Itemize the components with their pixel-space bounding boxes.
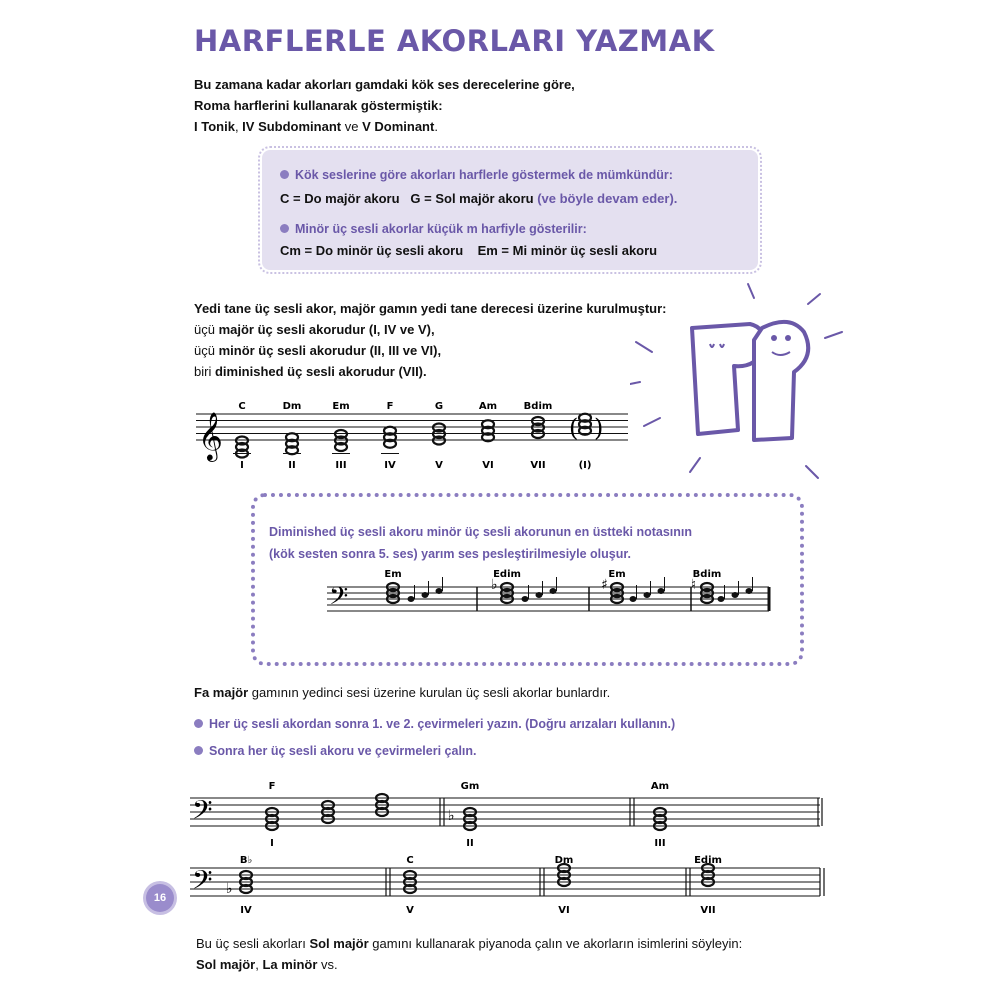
chord-symbol-label: F <box>268 781 276 792</box>
staff-diminished-examples <box>327 565 777 635</box>
treble-clef-icon: 𝄞 <box>198 411 223 460</box>
parenthesis-close: ) <box>594 414 604 442</box>
instruction-item: Her üç sesli akordan sonra 1. ve 2. çevirmeleri yazın. (Doğru arızaları kullanın.) <box>194 717 675 731</box>
seven-line-4: biri diminished üç sesli akorudur (VII). <box>194 364 427 379</box>
roman-numeral-label: IV <box>240 905 252 916</box>
info-box-letters <box>262 150 758 270</box>
melody-note <box>644 592 651 598</box>
melody-note <box>732 592 739 598</box>
parenthesis-open: ( <box>569 414 579 442</box>
roman-numeral-label: I <box>240 460 244 471</box>
roman-numeral-label: IV <box>384 460 396 471</box>
flat-accidental-icon: ♭ <box>226 880 233 896</box>
bass-clef-icon: 𝄢 <box>192 794 213 832</box>
instruction-item: Sonra her üç sesli akoru ve çevirmeleri çalın. <box>194 744 477 758</box>
accidental-icon: ♮ <box>691 577 697 593</box>
chord-symbol-label: Dm <box>282 401 302 412</box>
diminished-term: Diminished üç sesli akoru <box>269 525 424 539</box>
roman-numeral-label: I <box>270 838 274 849</box>
intro-line-1: Bu zamana kadar akorları gamdaki kök ses derecelerine göre, <box>194 77 575 92</box>
flat-accidental-icon: ♭ <box>448 807 455 823</box>
bullet-dot-icon <box>194 719 203 728</box>
chord-symbol-label: Edim <box>694 855 722 866</box>
bullet-item: Kök seslerine göre akorları harflerle göstermek de mümkündür: <box>280 168 673 182</box>
melody-note <box>630 596 637 602</box>
bullet-dot-icon <box>280 224 289 233</box>
example-line: Cm = Do minör üç sesli akoru Em = Mi minör üç sesli akoru <box>280 243 658 258</box>
outro-paragraph: Bu üç sesli akorları Sol majör gamını kullanarak piyanoda çalın ve akorların isimlerini söyleyin: Sol majör, La minör vs. <box>196 936 743 972</box>
roman-numeral-label: III <box>335 460 347 471</box>
chord-symbol-label: Gm <box>460 781 480 792</box>
chord-symbol-label: Am <box>478 401 498 412</box>
melody-note <box>522 596 529 602</box>
accidental-icon: ♯ <box>601 577 608 593</box>
melody-note <box>436 588 443 594</box>
roman-numeral-label: V <box>435 460 443 471</box>
chord-symbol-label: Edim <box>493 569 521 580</box>
roman-numeral-label: III <box>654 838 666 849</box>
fa-major-paragraph: Fa majör gamının yedinci sesi üzerine kurulan üç sesli akorlar bunlardır. <box>194 685 611 700</box>
melody-note <box>658 588 665 594</box>
chord-symbol-label: Em <box>384 569 402 580</box>
page-title: HARFLERLE AKORLARI YAZMAK <box>194 24 715 58</box>
chord-symbol-label: G <box>434 401 444 412</box>
chord-symbol-label: Dm <box>554 855 574 866</box>
chord-symbol-label: Em <box>608 569 626 580</box>
bass-clef-icon: 𝄢 <box>329 582 349 617</box>
intro-paragraph <box>194 74 575 137</box>
roman-numeral-label: VII <box>530 460 546 471</box>
melody-note <box>408 596 415 602</box>
roman-numeral-label: II <box>288 460 296 471</box>
melody-note <box>550 588 557 594</box>
roman-numeral-label: II <box>466 838 474 849</box>
dominant-term: V Dominant <box>362 119 435 134</box>
info-box-diminished <box>251 493 804 666</box>
subdominant-term: IV Subdominant <box>242 119 342 134</box>
melody-note <box>536 592 543 598</box>
roman-numeral-label: VII <box>700 905 716 916</box>
seven-line-1: Yedi tane üç sesli akor, majör gamın yedi tane derecesi üzerine kurulmuştur: <box>194 301 667 316</box>
seven-line-2: üçü majör üç sesli akorudur (I, IV ve V), <box>194 322 435 337</box>
bullet-dot-icon <box>194 746 203 755</box>
chord-symbol-label: B♭ <box>239 855 253 866</box>
chord-symbol-label: Em <box>332 401 350 412</box>
chord-symbol-label: Bdim <box>523 401 553 412</box>
melody-note <box>718 596 725 602</box>
cartoon-character-illustration <box>630 280 860 480</box>
seven-line-3: üçü minör üç sesli akorudur (II, III ve VI), <box>194 343 442 358</box>
diminished-explanation: Diminished üç sesli akoru minör üç sesli akorunun en üstteki notasının (kök sesten sonra 5. ses) yarım ses pesleştirilmesiyle oluşur. <box>269 525 693 561</box>
roman-numeral-label: (I) <box>578 460 592 471</box>
chord-symbol-label: F <box>386 401 394 412</box>
chord-symbol-label: Bdim <box>692 569 722 580</box>
staff-fa-major-iv-vii <box>190 848 830 920</box>
bullet-item: Minör üç sesli akorlar küçük m harfiyle gösterilir: <box>280 222 587 236</box>
intro-line-3: I Tonik, IV Subdominant ve V Dominant. <box>194 119 438 134</box>
roman-numeral-label: V <box>406 905 414 916</box>
melody-note <box>746 588 753 594</box>
accidental-icon: ♭ <box>491 577 498 593</box>
roman-numeral-label: VI <box>558 905 570 916</box>
roman-numeral-label: VI <box>482 460 494 471</box>
tonic-term: I Tonik <box>194 119 235 134</box>
chord-symbol-label: C <box>406 855 414 866</box>
bass-clef-icon: 𝄢 <box>192 864 213 902</box>
bullet-dot-icon <box>280 170 289 179</box>
intro-line-2: Roma harflerini kullanarak göstermiştik: <box>194 98 443 113</box>
staff-fa-major-i-iii <box>190 772 830 852</box>
melody-note <box>422 592 429 598</box>
chord-symbol-label: C <box>238 401 246 412</box>
chord-symbol-label: Am <box>650 781 670 792</box>
example-line: C = Do majör akoru G = Sol majör akoru (ve böyle devam eder). <box>280 191 678 206</box>
staff-c-major-chords <box>196 396 636 476</box>
page-number-badge: 16 <box>146 884 174 912</box>
seven-chords-paragraph <box>194 298 667 382</box>
